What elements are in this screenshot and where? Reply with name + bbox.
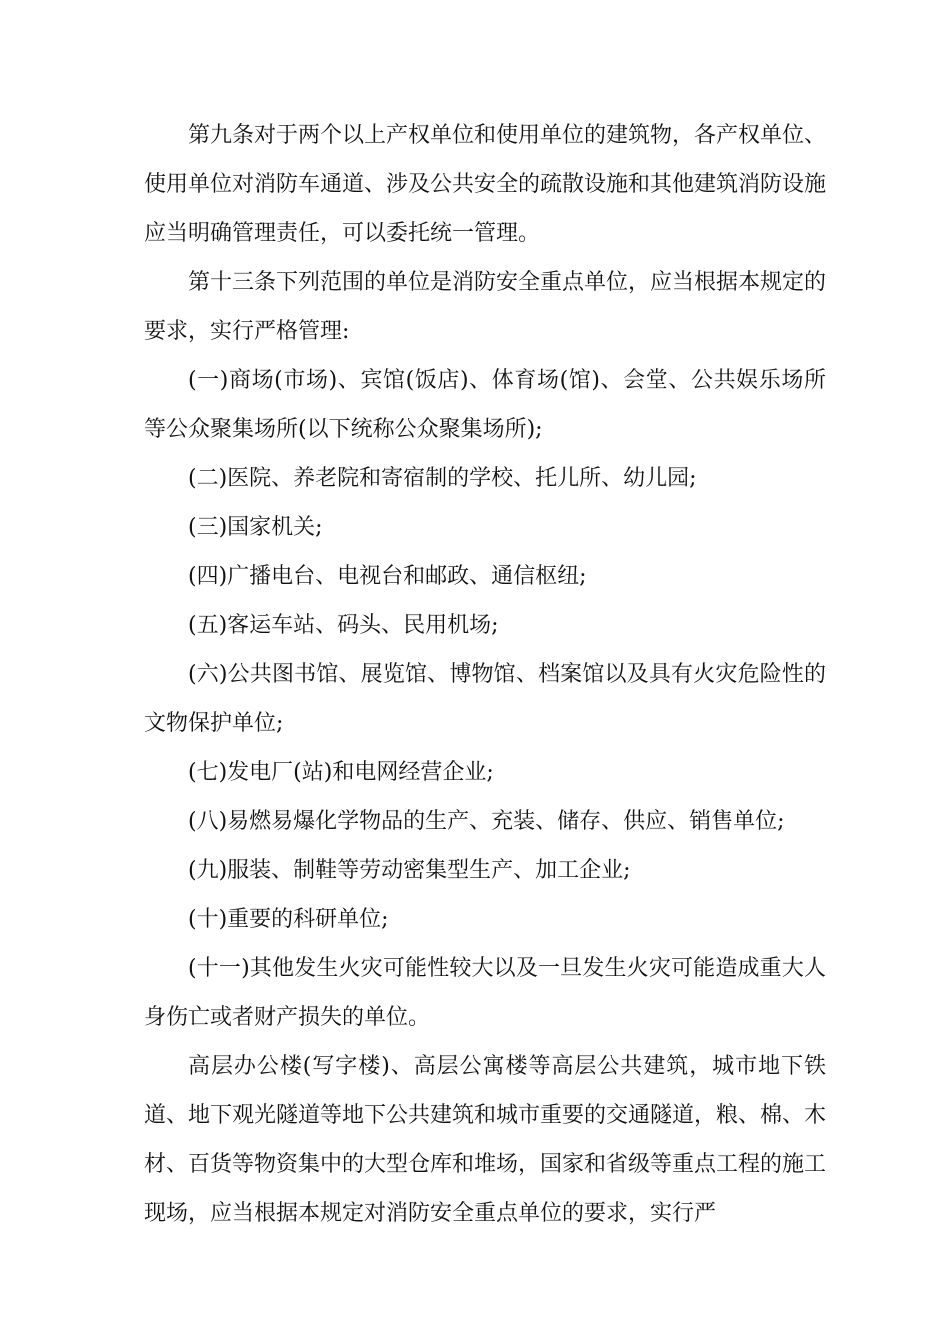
- list-item-2: (二)医院、养老院和寄宿制的学校、托儿所、幼儿园;: [188, 466, 697, 491]
- paragraph-article-9: 第九条对于两个以上产权单位和使用单位的建筑物，各产权单位、使用单位对消防车通道、涉及公共安全的疏散设施和其他建筑消防设施应当明确管理责任，可以委托统一管理。: [144, 123, 827, 246]
- paragraph-high-rise-buildings: 高层办公楼(写字楼)、高层公寓楼等高层公共建筑，城市地下铁道、地下观光隧道等地下公共建筑和城市重要的交通隧道，粮、棉、木材、百货等物资集中的大型仓库和堆场，国家和省级等重点工程的施工现场，应当根据本规定对消防安全重点单位的要求，实行严: [144, 1054, 827, 1226]
- list-item-7: (七)发电厂(站)和电网经营企业;: [188, 760, 494, 785]
- list-item-11: (十一)其他发生火灾可能性较大以及一旦发生火灾可能造成重大人身伤亡或者财产损失的单位。: [144, 956, 826, 1030]
- document-body: [144, 111, 826, 1238]
- paragraph-article-13: 第十三条下列范围的单位是消防安全重点单位，应当根据本规定的要求，实行严格管理:: [144, 270, 827, 344]
- list-item-9: (九)服装、制鞋等劳动密集型生产、加工企业;: [188, 858, 631, 883]
- list-item-8: (八)易燃易爆化学物品的生产、充装、储存、供应、销售单位;: [188, 809, 785, 834]
- list-item-3: (三)国家机关;: [188, 515, 323, 540]
- list-item-10: (十)重要的科研单位;: [188, 907, 389, 932]
- list-item-4: (四)广播电台、电视台和邮政、通信枢纽;: [188, 564, 587, 589]
- list-item-6: (六)公共图书馆、展览馆、博物馆、档案馆以及具有火灾危险性的文物保护单位;: [144, 662, 826, 736]
- list-item-5: (五)客运车站、码头、民用机场;: [188, 613, 499, 638]
- list-item-1: (一)商场(市场)、宾馆(饭店)、体育场(馆)、会堂、公共娱乐场所等公众聚集场所(以下统称公众聚集场所);: [144, 368, 826, 442]
